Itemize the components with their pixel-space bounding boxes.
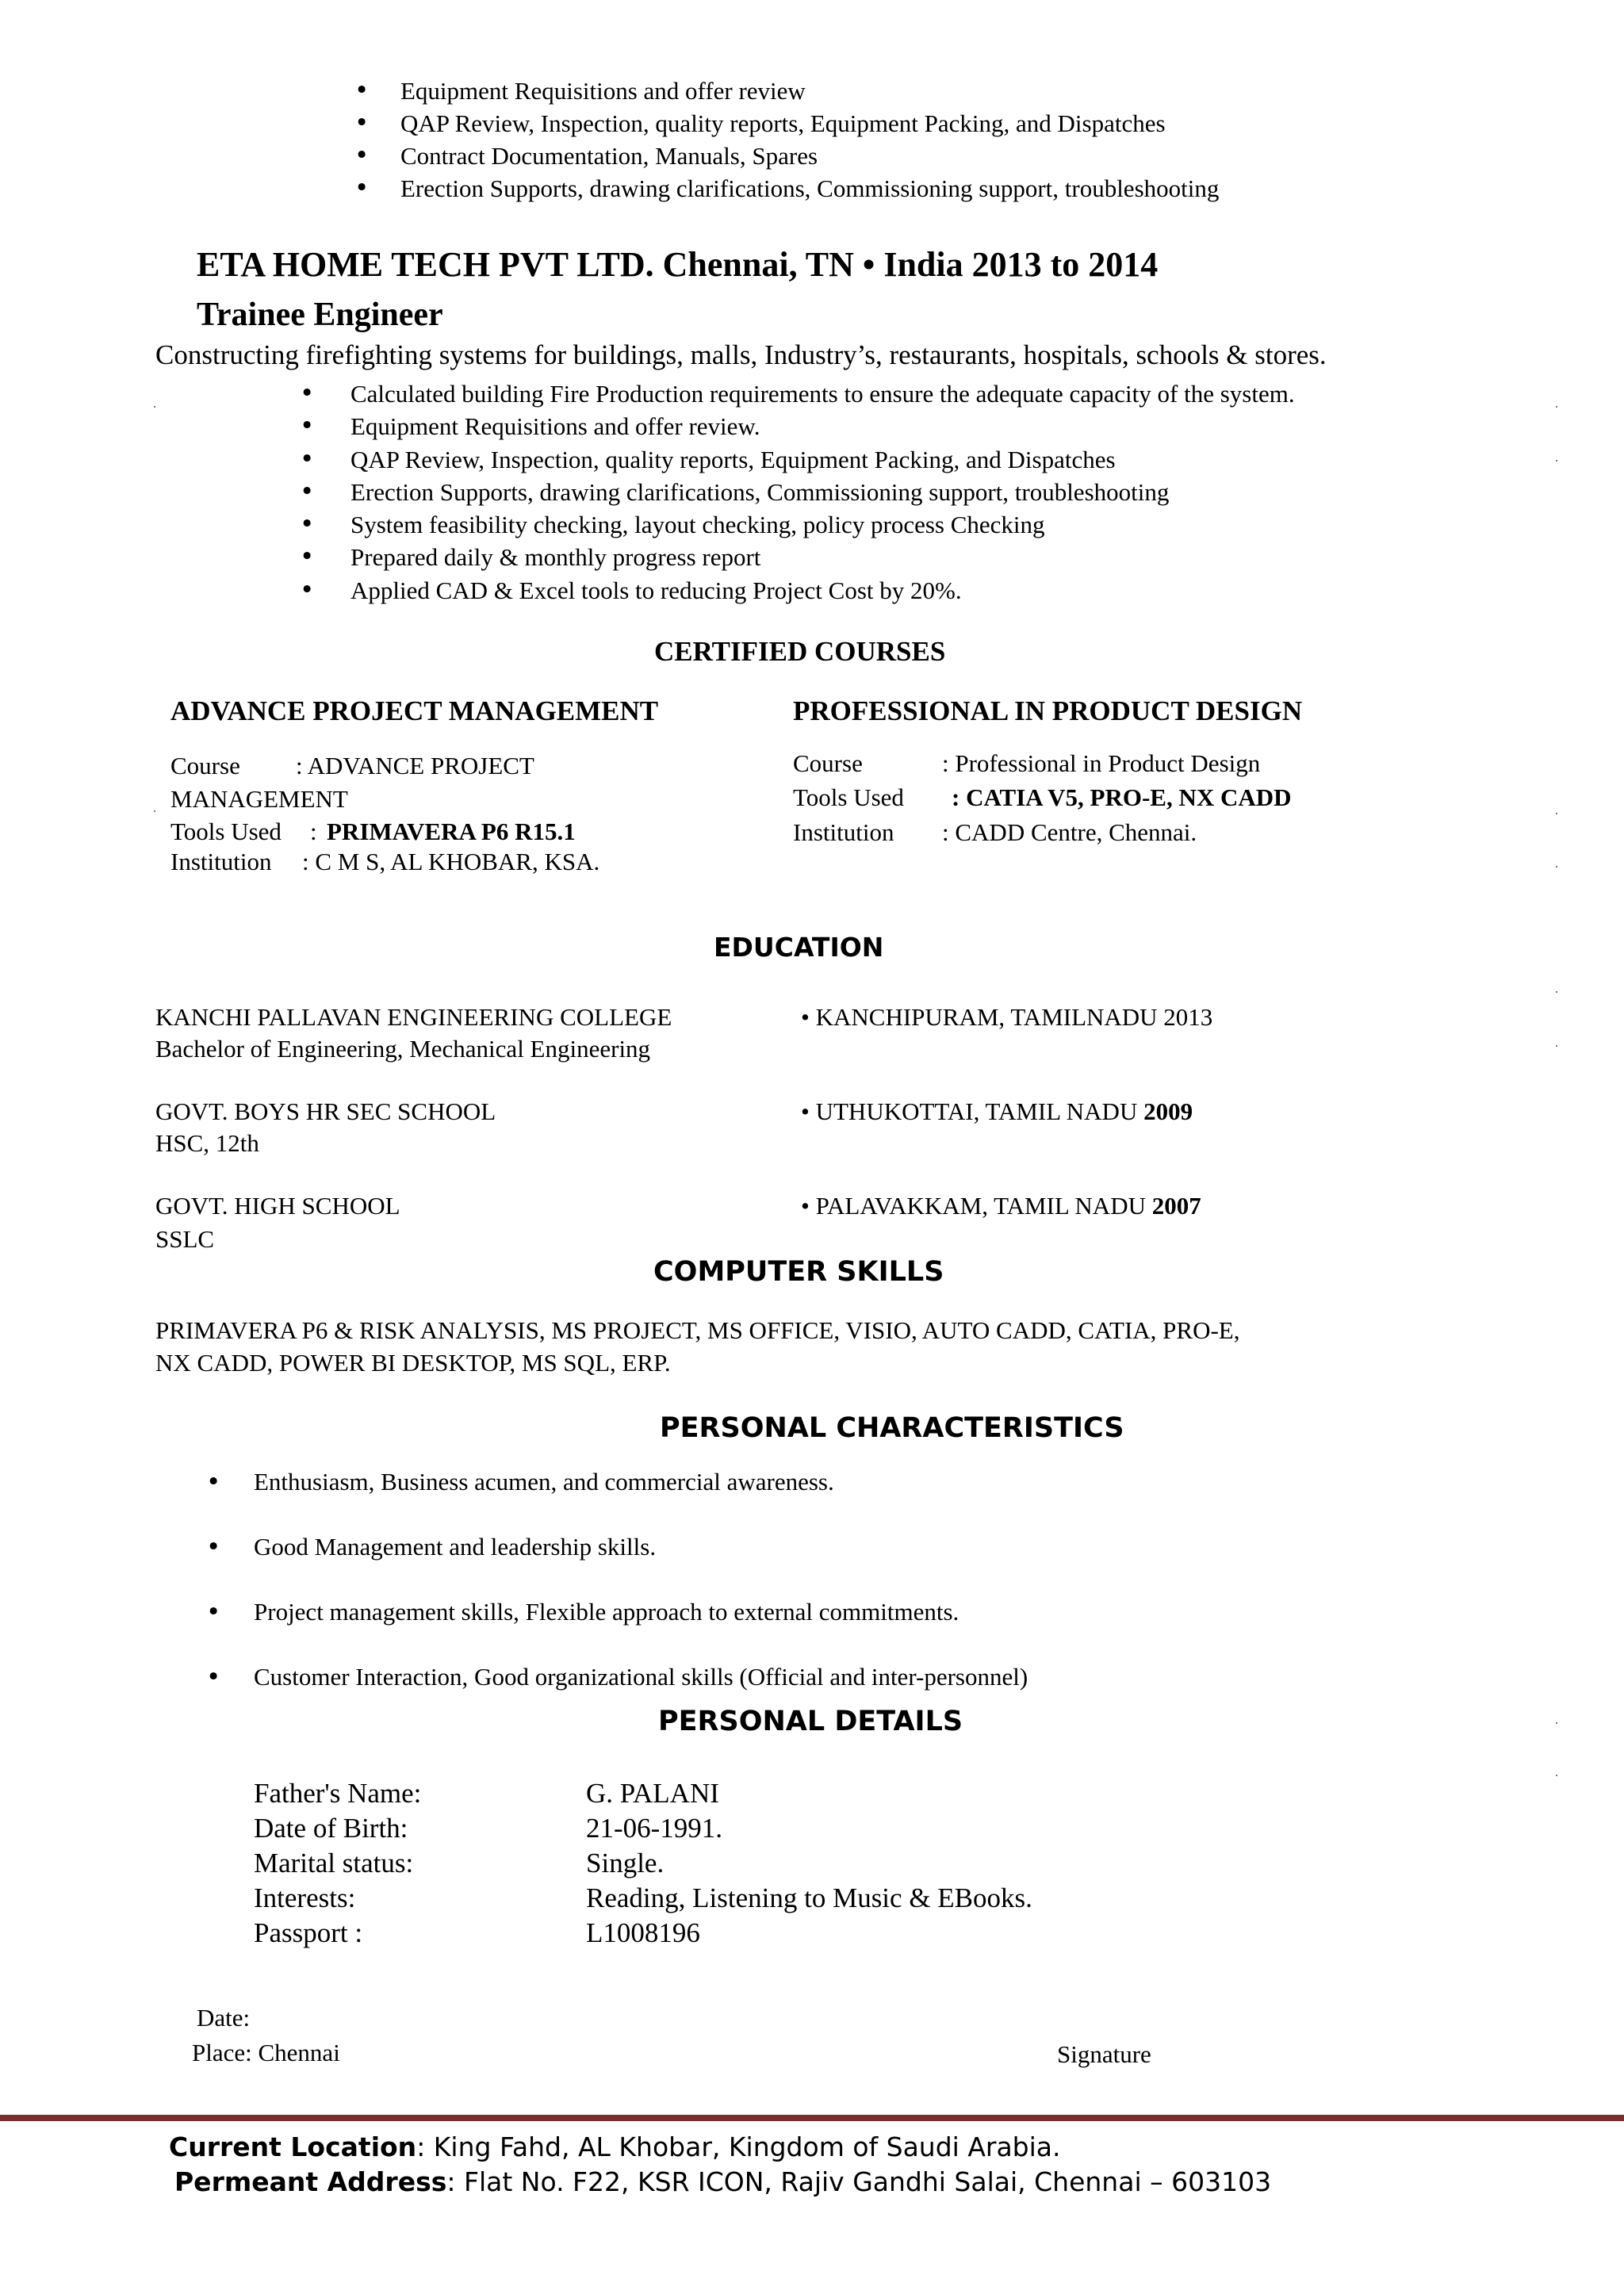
characteristics-list (206, 1450, 1028, 1710)
edu-place-2: • UTHUKOTTAI, TAMIL NADU 2009 (801, 1097, 1193, 1125)
personal-value-dob: 21-06-1991. (586, 1813, 723, 1844)
cert-right-title: PROFESSIONAL IN PRODUCT DESIGN (793, 695, 1303, 726)
certified-heading: CERTIFIED COURSES (654, 636, 946, 667)
job-heading: ETA HOME TECH PVT LTD. Chennai, TN • India 2013 to 2014 (197, 245, 1159, 284)
list-item: • Equipment Requisitions and offer review. (300, 412, 760, 441)
characteristics-heading: PERSONAL CHARACTERISTICS (660, 1412, 1124, 1444)
previous-job-bullets (354, 75, 1220, 205)
list-item: • Calculated building Fire Production requirements to ensure the adequate capacity of the system. (300, 379, 1295, 408)
edu-school-3: GOVT. HIGH SCHOOL (155, 1192, 400, 1220)
margin-mark (154, 810, 155, 812)
footer-permanent-address (174, 2166, 1271, 2197)
footer-current-label: Current Location (169, 2131, 417, 2162)
list-item: • Customer Interaction, Good organizational skills (Official and inter-personnel) (206, 1663, 1028, 1691)
cert-left-tools-label: Tools Used (170, 818, 282, 845)
list-item: • QAP Review, Inspection, quality reports, Equipment Packing, and Dispatches (354, 109, 1166, 137)
margin-mark (1556, 813, 1557, 814)
signature-label: Signature (1057, 2040, 1151, 2068)
list-item: • QAP Review, Inspection, quality reports, Equipment Packing, and Dispatches (300, 444, 1116, 473)
job-title: Trainee Engineer (197, 297, 443, 333)
margin-mark (1556, 991, 1557, 993)
footer-rule (0, 2115, 1624, 2121)
margin-mark (1556, 406, 1557, 408)
cert-right-institution-value: : CADD Centre, Chennai. (942, 818, 1197, 846)
list-item: • Erection Supports, drawing clarifications, Commissioning support, troubleshooting (354, 174, 1220, 202)
footer-permanent-label: Permeant Address (174, 2166, 447, 2197)
margin-mark (1556, 1045, 1557, 1047)
personal-label-passport: Passport : (254, 1917, 363, 1948)
personal-value-interests: Reading, Listening to Music & EBooks. (586, 1882, 1032, 1913)
cert-left-institution-value: : C M S, AL KHOBAR, KSA. (302, 848, 600, 875)
cert-left-course-value-cont: MANAGEMENT (170, 785, 348, 813)
list-item: • Project management skills, Flexible approach to external commitments. (206, 1598, 959, 1626)
computer-skills-heading: COMPUTER SKILLS (653, 1256, 944, 1288)
edu-degree-2: HSC, 12th (155, 1129, 259, 1157)
cert-left-course-label: Course (170, 752, 240, 779)
edu-school-2: GOVT. BOYS HR SEC SCHOOL (155, 1097, 496, 1125)
footer-current-location (169, 2131, 1061, 2162)
cert-right-institution-label: Institution (793, 818, 894, 846)
list-item: • Erection Supports, drawing clarifications, Commissioning support, troubleshooting (300, 477, 1170, 506)
cert-right-tools-value: : CATIA V5, PRO-E, NX CADD (952, 783, 1292, 811)
cert-left-tools-sep: : (310, 818, 317, 845)
margin-mark (1556, 460, 1557, 461)
list-item: • Equipment Requisitions and offer review (354, 76, 806, 105)
footer-current-value: : King Fahd, AL Khobar, Kingdom of Saudi Arabia. (416, 2131, 1061, 2162)
list-item: • Enthusiasm, Business acumen, and commercial awareness. (206, 1468, 834, 1496)
personal-value-father: G. PALANI (586, 1778, 719, 1809)
job-summary: Constructing firefighting systems for buildings, malls, Industry’s, restaurants, hospitals, schools & stores. (155, 339, 1327, 370)
edu-place-3: • PALAVAKKAM, TAMIL NADU 2007 (801, 1192, 1201, 1220)
personal-heading: PERSONAL DETAILS (658, 1706, 963, 1737)
personal-label-interests: Interests: (254, 1882, 356, 1913)
cert-left-title: ADVANCE PROJECT MANAGEMENT (170, 695, 659, 726)
footer-permanent-value: : Flat No. F22, KSR ICON, Rajiv Gandhi Salai, Chennai – 603103 (446, 2166, 1272, 2197)
personal-label-marital: Marital status: (254, 1848, 414, 1878)
edu-place-1: • KANCHIPURAM, TAMILNADU 2013 (801, 1003, 1213, 1031)
personal-label-father: Father's Name: (254, 1778, 422, 1809)
personal-value-passport: L1008196 (586, 1917, 700, 1948)
list-item: • Good Management and leadership skills. (206, 1533, 657, 1561)
computer-skills-line2: NX CADD, POWER BI DESKTOP, MS SQL, ERP. (155, 1349, 671, 1377)
education-heading: EDUCATION (714, 932, 884, 963)
cert-right-course-label: Course (793, 749, 863, 777)
list-item: • Applied CAD & Excel tools to reducing Project Cost by 20%. (300, 575, 962, 604)
computer-skills-line1: PRIMAVERA P6 & RISK ANALYSIS, MS PROJECT, MS OFFICE, VISIO, AUTO CADD, CATIA, PRO-E, (155, 1316, 1240, 1344)
list-item: • Prepared daily & monthly progress report (300, 542, 761, 572)
cert-right-course-value: : Professional in Product Design (942, 749, 1261, 777)
cert-right-tools-label: Tools Used (793, 783, 904, 811)
personal-value-marital: Single. (586, 1848, 665, 1878)
job-bullets (300, 377, 1295, 607)
place-label: Place: Chennai (192, 2039, 340, 2066)
edu-school-1: KANCHI PALLAVAN ENGINEERING COLLEGE (155, 1003, 672, 1031)
date-label: Date: (197, 2004, 251, 2032)
cert-left-course-value: : ADVANCE PROJECT (296, 752, 534, 779)
cert-left-tools-value: PRIMAVERA P6 R15.1 (327, 818, 576, 845)
edu-degree-3: SSLC (155, 1225, 215, 1253)
margin-mark (1556, 1775, 1557, 1776)
margin-mark (1556, 866, 1557, 867)
list-item: • System feasibility checking, layout checking, policy process Checking (300, 510, 1045, 539)
margin-mark (1556, 1722, 1557, 1724)
list-item: • Contract Documentation, Manuals, Spares (354, 141, 818, 170)
margin-mark (154, 406, 155, 408)
cert-left-institution-label: Institution (170, 848, 272, 875)
edu-degree-1: Bachelor of Engineering, Mechanical Engineering (155, 1035, 651, 1063)
personal-label-dob: Date of Birth: (254, 1813, 408, 1844)
